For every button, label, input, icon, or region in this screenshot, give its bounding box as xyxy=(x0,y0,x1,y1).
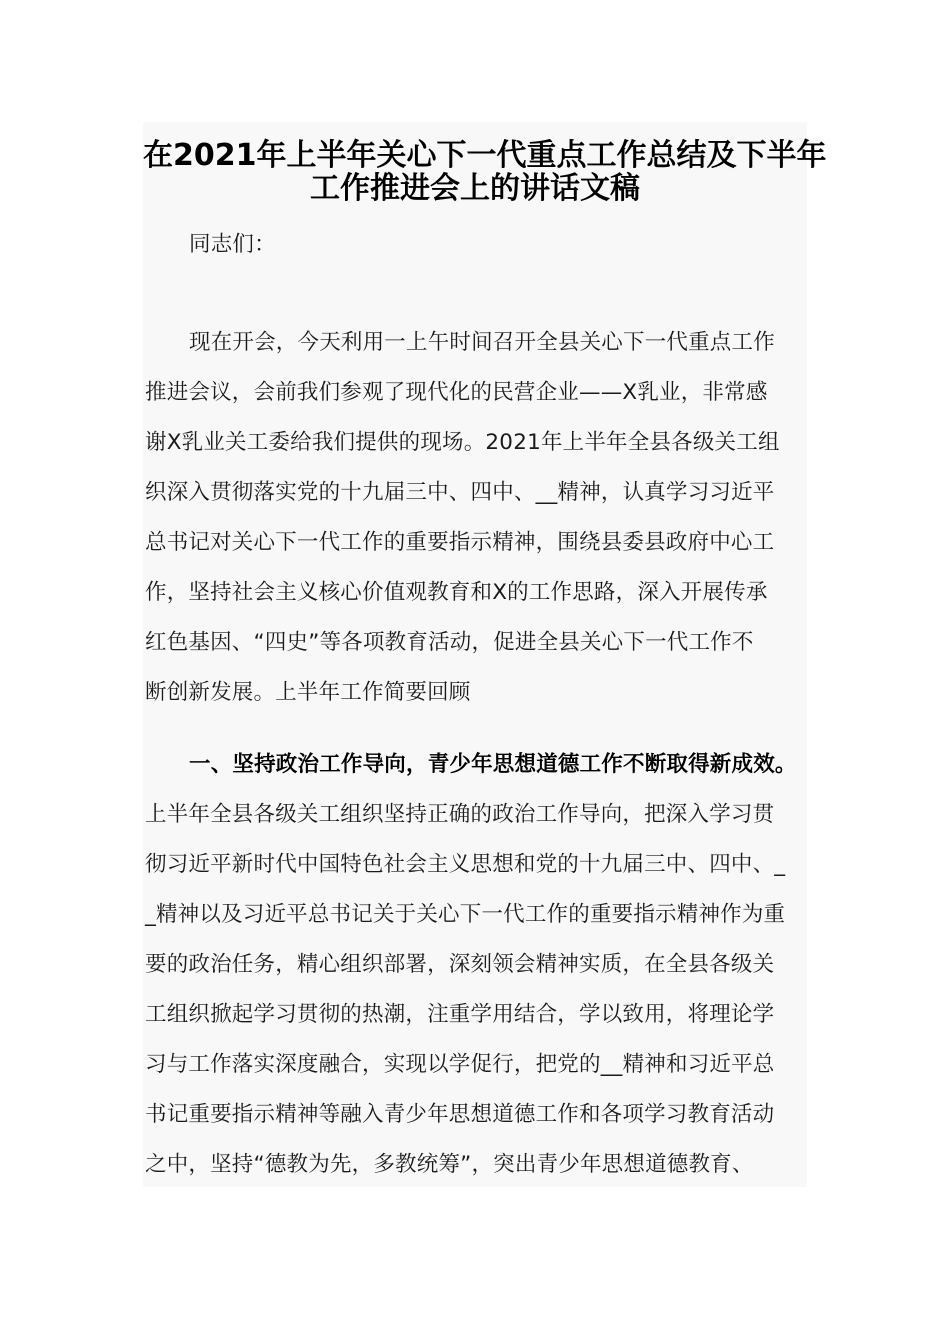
document-title-line-2: 工作推进会上的讲话文稿 xyxy=(310,171,640,206)
paragraph-1-line: 谢X乳业关工委给我们提供的现场。2021年上半年全县各级关工组 xyxy=(145,430,780,455)
paragraph-2-line: 书记重要指示精神等融入青少年思想道德工作和各项学习教育活动 xyxy=(145,1102,775,1127)
paragraph-1-line: 推进会议，会前我们参观了现代化的民营企业——X乳业，非常感 xyxy=(145,380,768,405)
paragraph-2-line: 上半年全县各级关工组织坚持正确的政治工作导向，把深入学习贯 xyxy=(145,802,775,827)
document-title-line-1: 在2021年上半年关心下一代重点工作总结及下半年 xyxy=(143,138,827,173)
paragraph-2-line: _精神以及习近平总书记关于关心下一代工作的重要指示精神作为重 xyxy=(145,902,786,927)
paragraph-1-line: 作，坚持社会主义核心价值观教育和X的工作思路，深入开展传承 xyxy=(145,580,768,605)
paragraph-2-line: 之中，坚持“德教为先，多教统筹”，突出青少年思想道德教育、 xyxy=(145,1152,754,1177)
paragraph-2-line: 要的政治任务，精心组织部署，深刻领会精神实质，在全县各级关 xyxy=(145,952,775,977)
paragraph-1-line: 断创新发展。上半年工作简要回顾 xyxy=(145,680,471,705)
document-page xyxy=(143,122,827,1187)
paragraph-2-line: 彻习近平新时代中国特色社会主义思想和党的十九届三中、四中、_ xyxy=(145,852,786,877)
salutation: 同志们： xyxy=(189,232,276,257)
paragraph-2-line: 工组织掀起学习贯彻的热潮，注重学用结合，学以致用，将理论学 xyxy=(145,1002,775,1027)
paragraph-1-line: 红色基因、“四史”等各项教育活动，促进全县关心下一代工作不 xyxy=(145,630,754,655)
section-heading-1: 一、坚持政治工作导向，青少年思想道德工作不断取得新成效。 xyxy=(189,752,797,777)
paragraph-1-line: 织深入贯彻落实党的十九届三中、四中、__精神，认真学习习近平 xyxy=(145,480,775,505)
paragraph-1-line: 现在开会，今天利用一上午时间召开全县关心下一代重点工作 xyxy=(189,330,775,355)
paragraph-2-line: 习与工作落实深度融合，实现以学促行，把党的__精神和习近平总 xyxy=(145,1052,775,1077)
paragraph-1-line: 总书记对关心下一代工作的重要指示精神，围绕县委县政府中心工 xyxy=(145,530,775,555)
